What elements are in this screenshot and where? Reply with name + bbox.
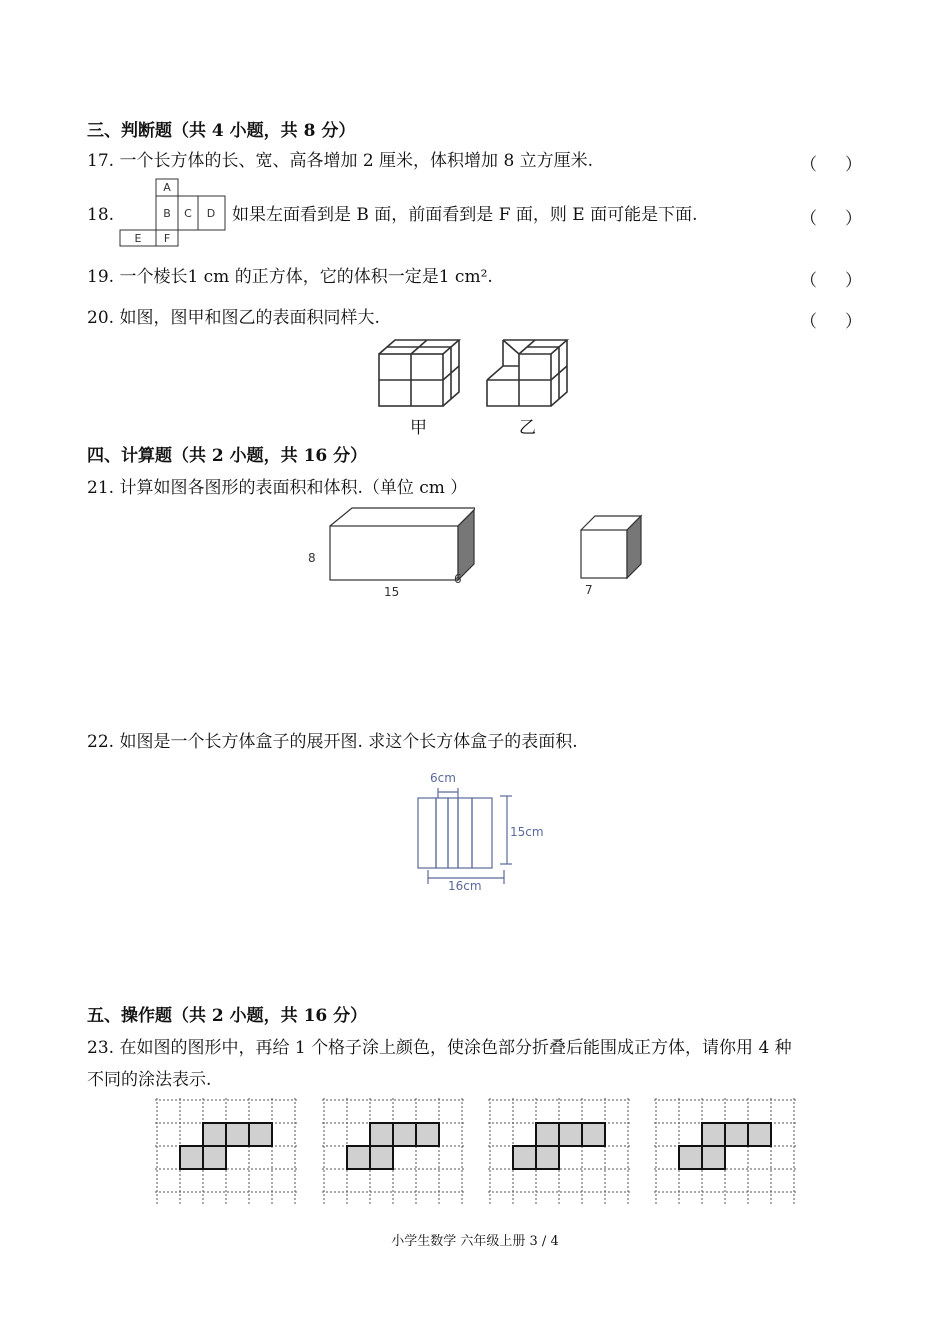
figure-jia-cubes bbox=[375, 336, 465, 411]
net-label-a: A bbox=[163, 181, 171, 194]
answer-paren-17: （ ） bbox=[800, 155, 862, 175]
question-23-line2: 不同的涂法表示. bbox=[87, 1070, 212, 1090]
section4-heading: 四、计算题（共 2 小题，共 16 分） bbox=[87, 446, 368, 466]
cuboid-width-label: 6 bbox=[454, 572, 462, 586]
cuboid-length-label: 15 bbox=[384, 585, 400, 599]
question-18-text: 如果左面看到是 B 面，前面看到是 F 面，则 E 面可能是下面. bbox=[232, 205, 698, 225]
cube-net-figure bbox=[115, 176, 230, 248]
section5-heading: 五、操作题（共 2 小题，共 16 分） bbox=[87, 1006, 368, 1026]
shaded-cell bbox=[702, 1123, 725, 1146]
coloring-grid-2[interactable] bbox=[322, 1098, 464, 1210]
question-21: 21. 计算如图各图形的表面积和体积.（单位 cm ） bbox=[87, 478, 468, 498]
shaded-cell bbox=[725, 1123, 748, 1146]
net-label-b: B bbox=[163, 207, 171, 220]
question-22: 22. 如图是一个长方体盒子的展开图. 求这个长方体盒子的表面积. bbox=[87, 732, 578, 752]
shaded-cell bbox=[393, 1123, 416, 1146]
shaded-cell bbox=[536, 1146, 559, 1169]
net-label-c: C bbox=[184, 207, 192, 220]
coloring-grid-3[interactable] bbox=[488, 1098, 630, 1210]
shaded-cell bbox=[748, 1123, 771, 1146]
shaded-cell bbox=[536, 1123, 559, 1146]
question-23-line1: 23. 在如图的图形中，再给 1 个格子涂上颜色，使涂色部分折叠后能围成正方体，请你用 4 种 bbox=[87, 1038, 792, 1058]
shaded-cell bbox=[702, 1146, 725, 1169]
question-17: 17. 一个长方体的长、宽、高各增加 2 厘米，体积增加 8 立方厘米. bbox=[87, 151, 594, 171]
shaded-cell bbox=[203, 1123, 226, 1146]
answer-paren-20: （ ） bbox=[800, 312, 862, 332]
box-net-figure bbox=[410, 766, 555, 896]
shaded-cell bbox=[203, 1146, 226, 1169]
shaded-cell bbox=[559, 1123, 582, 1146]
figure-yi-cubes bbox=[483, 336, 573, 411]
answer-paren-18: （ ） bbox=[800, 209, 862, 229]
shaded-cell bbox=[347, 1146, 370, 1169]
page-footer: 小学生数学 六年级上册 3 / 4 bbox=[391, 1234, 559, 1249]
cube-figure bbox=[575, 510, 647, 600]
shaded-cell bbox=[370, 1146, 393, 1169]
shaded-cell bbox=[249, 1123, 272, 1146]
net-label-e: E bbox=[134, 232, 142, 245]
coloring-grids bbox=[155, 1098, 800, 1212]
net-bottom-label: 16cm bbox=[448, 879, 482, 893]
net-label-f: F bbox=[163, 232, 171, 245]
cuboid-height-label: 8 bbox=[308, 551, 316, 565]
shaded-cell bbox=[180, 1146, 203, 1169]
section3-heading: 三、判断题（共 4 小题，共 8 分） bbox=[87, 121, 356, 141]
coloring-grid-4[interactable] bbox=[654, 1098, 796, 1210]
shaded-cell bbox=[513, 1146, 536, 1169]
shaded-cell bbox=[226, 1123, 249, 1146]
label-yi: 乙 bbox=[519, 418, 536, 438]
shaded-cell bbox=[416, 1123, 439, 1146]
question-19: 19. 一个棱长1 cm 的正方体，它的体积一定是1 cm². bbox=[87, 267, 493, 287]
coloring-grid-1[interactable] bbox=[155, 1098, 297, 1210]
net-top-label: 6cm bbox=[430, 771, 456, 785]
shaded-cell bbox=[370, 1123, 393, 1146]
shaded-cell bbox=[679, 1146, 702, 1169]
answer-paren-19: （ ） bbox=[800, 271, 862, 291]
cube-edge-label: 7 bbox=[585, 583, 593, 597]
question-20: 20. 如图，图甲和图乙的表面积同样大. bbox=[87, 308, 380, 328]
label-jia: 甲 bbox=[410, 418, 427, 438]
question-18-number: 18. bbox=[87, 205, 115, 225]
cuboid-figure bbox=[300, 502, 475, 602]
shaded-cell bbox=[582, 1123, 605, 1146]
net-label-d: D bbox=[206, 207, 216, 220]
net-right-label: 15cm bbox=[510, 825, 544, 839]
